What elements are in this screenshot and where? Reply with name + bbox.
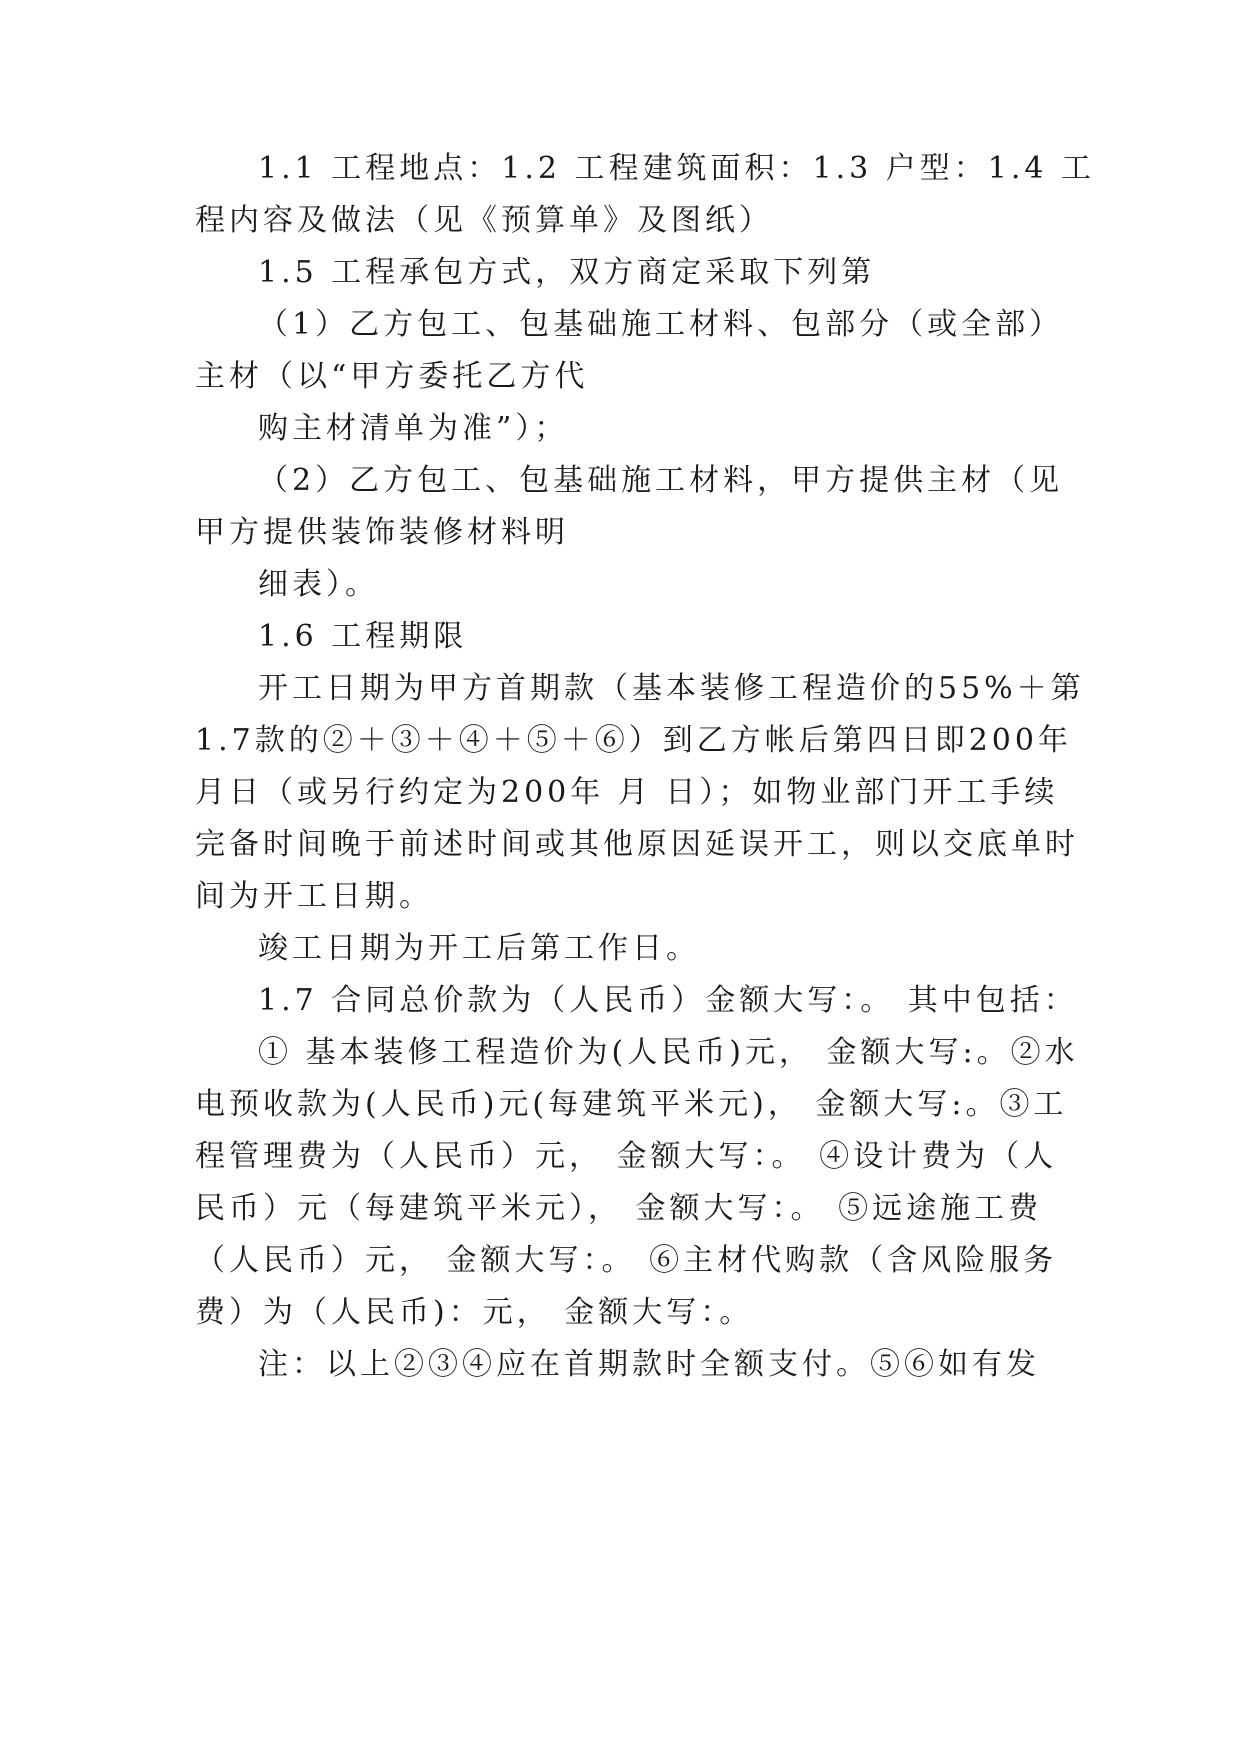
text-line-start-date-cont-3: 完备时间晚于前述时间或其他原因延误开工，则以交底单时 — [195, 827, 1079, 862]
text-line-1-1-cont: 程内容及做法（见《预算单》及图纸） — [195, 203, 773, 238]
text-line-option-1: （1）乙方包工、包基础施工材料、包部分（或全部） — [258, 307, 1064, 342]
text-line-note: 注：以上②③④应在首期款时全额支付。⑤⑥如有发 — [258, 1347, 1040, 1382]
text-line-1-5: 1.5 工程承包方式，双方商定采取下列第 — [258, 255, 876, 290]
text-line-price-items-6: 费）为（人民币)：元， 金额大写：。 — [195, 1295, 754, 1330]
text-line-1-7-total-price: 1.7 合同总价款为（人民币）金额大写：。 其中包括： — [258, 983, 1078, 1018]
text-line-start-date-cont-2: 月日（或另行约定为200年 月 日）；如物业部门开工手续 — [195, 775, 1059, 810]
text-line-option-1-cont: 主材（以“甲方委托乙方代 — [195, 359, 589, 394]
text-line-1-1: 1.1 工程地点：1.2 工程建筑面积：1.3 户型：1.4 工 — [258, 151, 1095, 186]
text-line-price-items-4: 民币）元（每建筑平米元）， 金额大写：。 ⑤远途施工费 — [195, 1191, 1043, 1226]
text-line-price-items-5: （人民币）元， 金额大写：。 ⑥主材代购款（含风险服务 — [195, 1243, 1058, 1278]
text-line-price-items-3: 程管理费为（人民币）元， 金额大写：。 ④设计费为（人 — [195, 1139, 1058, 1174]
text-line-option-2-end: 细表）。 — [258, 567, 379, 602]
text-line-start-date-cont-4: 间为开工日期。 — [195, 879, 433, 914]
text-line-start-date-cont-1: 1.7款的②＋③＋④＋⑤＋⑥）到乙方帐后第四日即200年 — [195, 723, 1072, 758]
text-line-price-items-1: ① 基本装修工程造价为(人民币)元， 金额大写:。②水 — [258, 1035, 1079, 1070]
text-line-1-6-heading: 1.6 工程期限 — [258, 619, 468, 654]
text-line-completion-date: 竣工日期为开工后第工作日。 — [258, 931, 700, 966]
text-line-option-2-cont: 甲方提供装饰装修材料明 — [195, 515, 569, 550]
text-line-option-1-end: 购主材清单为准”）； — [258, 411, 569, 446]
text-line-start-date: 开工日期为甲方首期款（基本装修工程造价的55%＋第 — [258, 671, 1085, 706]
text-line-option-2: （2）乙方包工、包基础施工材料，甲方提供主材（见 — [258, 463, 1064, 498]
text-line-price-items-2: 电预收款为(人民币)元(每建筑平米元)， 金额大写:。③工 — [195, 1087, 1068, 1122]
